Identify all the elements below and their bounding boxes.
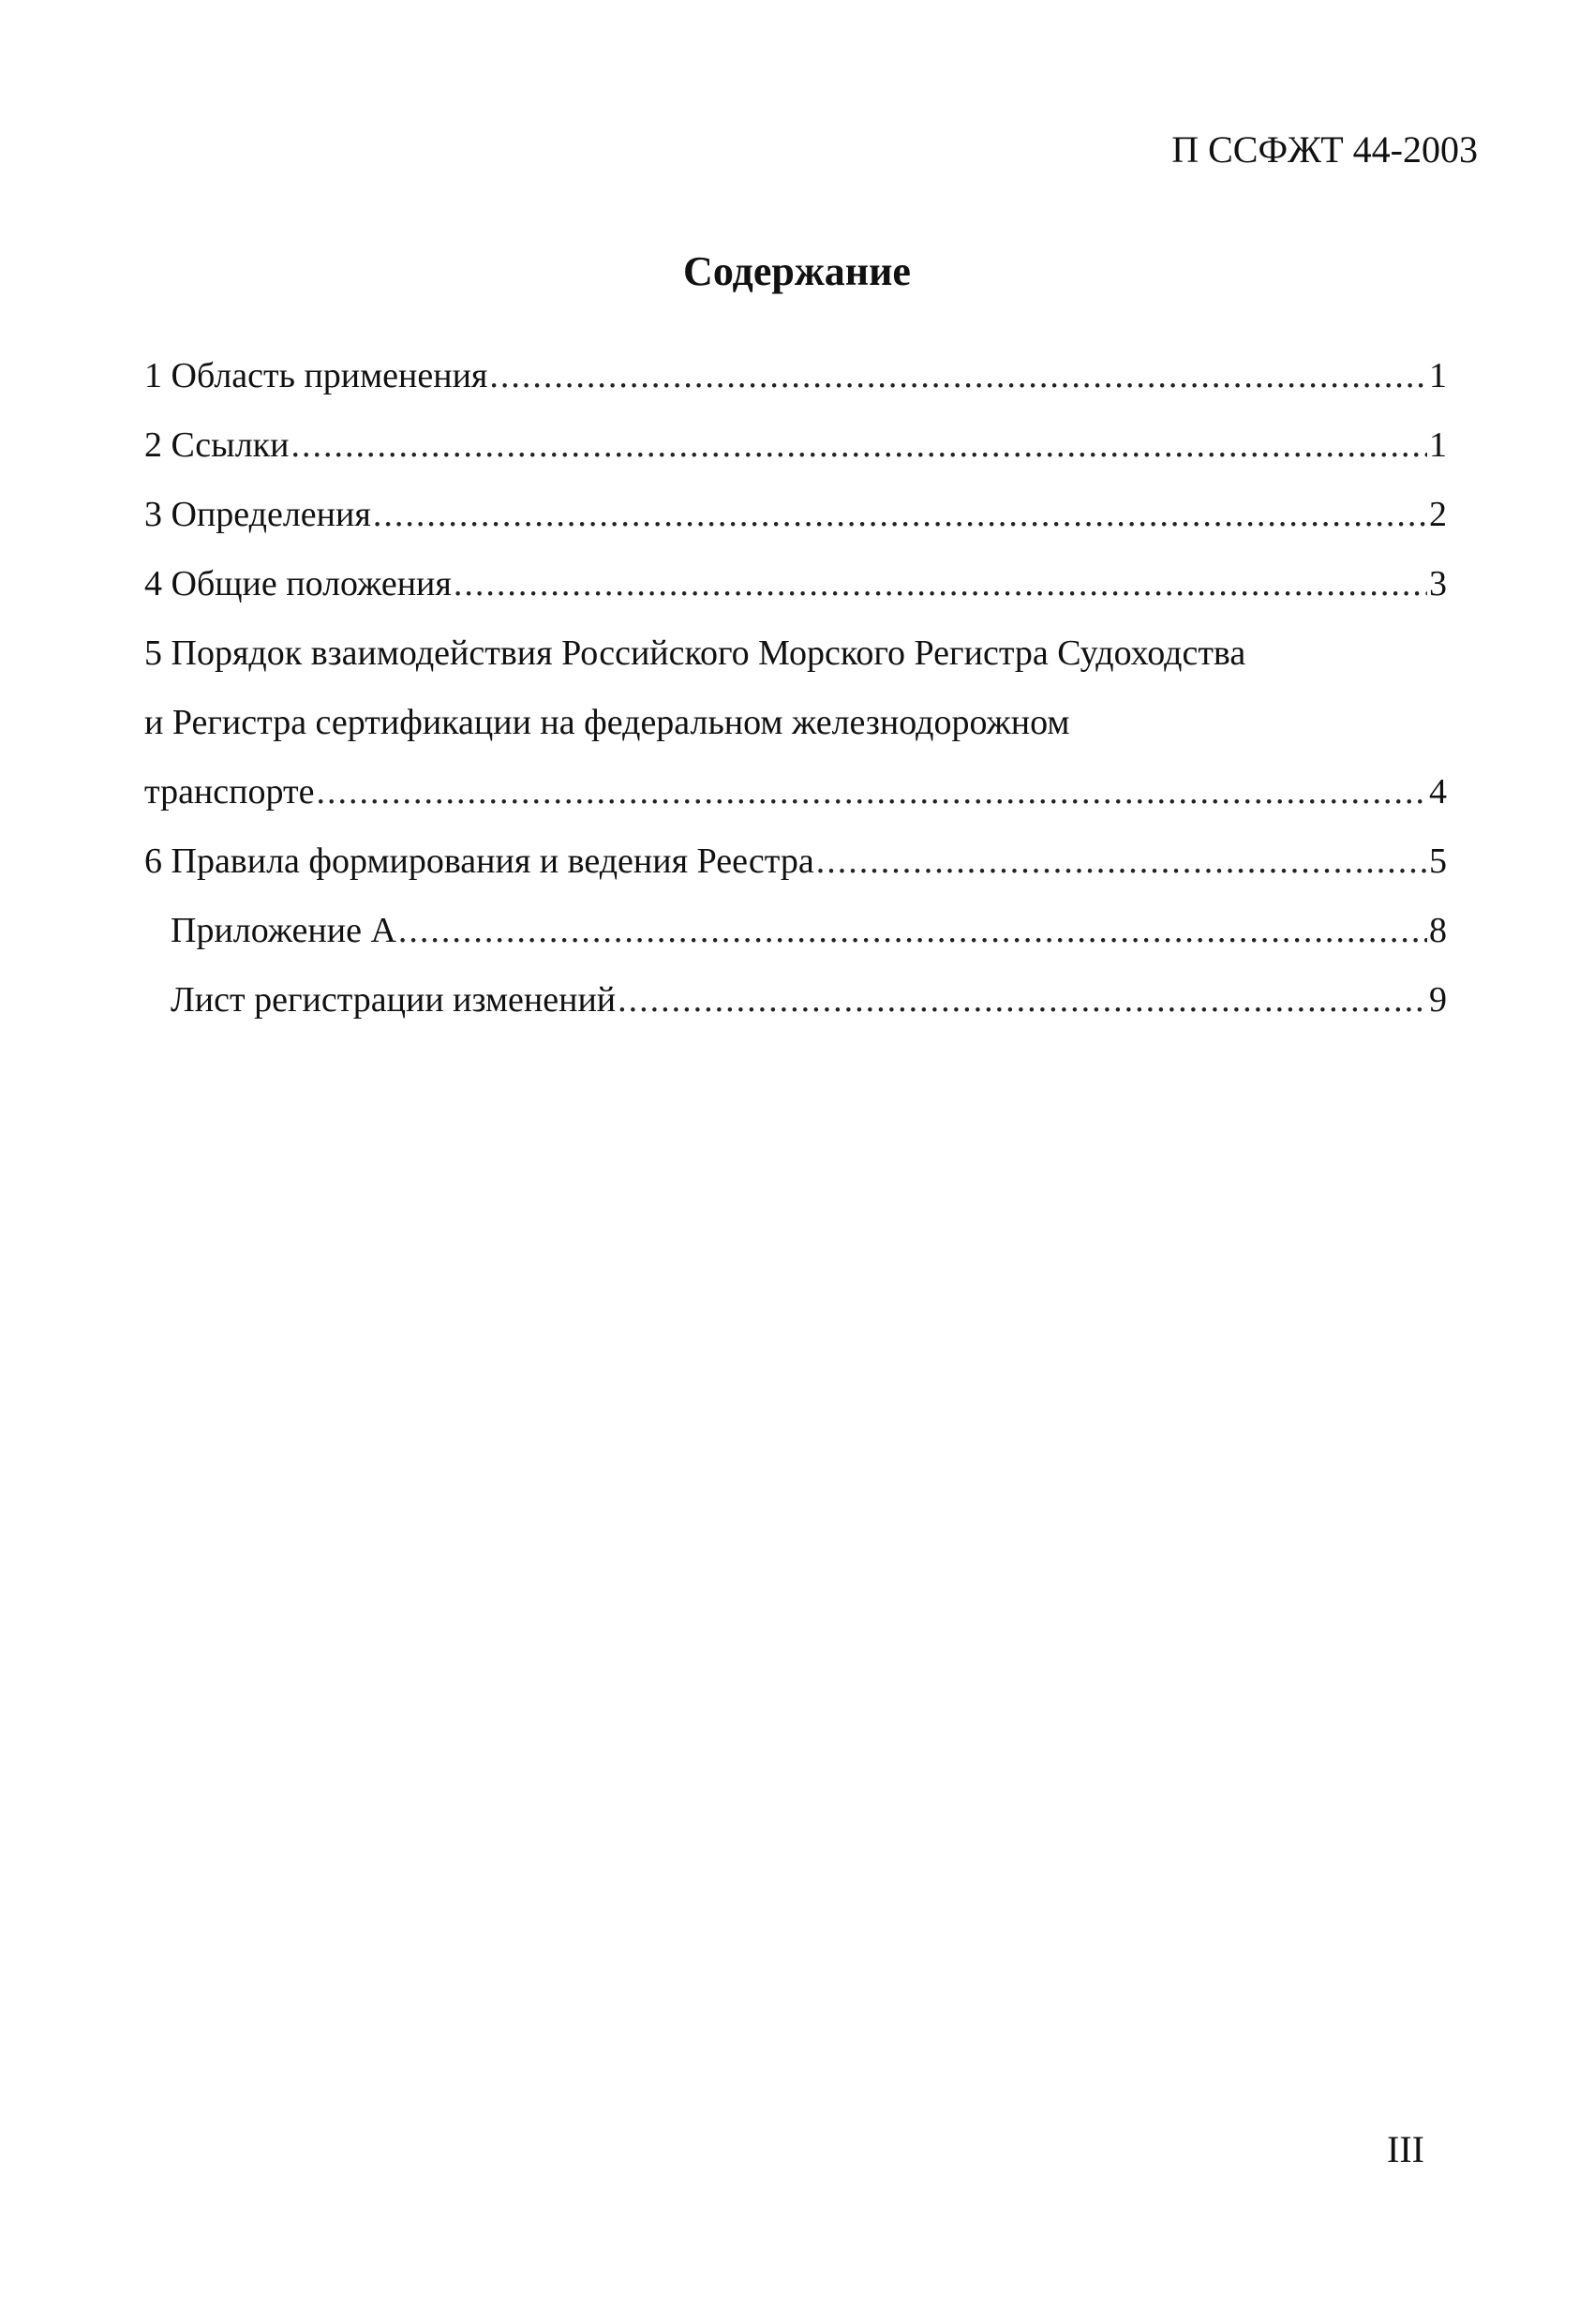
toc-entry-label: 6 Правила формирования и ведения Реестра [144, 842, 814, 881]
dot-leader [398, 896, 1427, 965]
document-code: П ССФЖТ 44-2003 [1171, 128, 1478, 171]
dot-leader [816, 827, 1427, 896]
toc-entry-page: 2 [1429, 495, 1447, 534]
toc-entry [171, 896, 1447, 965]
toc-entry-page: 5 [1429, 842, 1447, 881]
toc-entry-label: транспорте [144, 772, 315, 812]
toc-entry-page: 4 [1429, 772, 1447, 812]
toc-entry-page: 3 [1429, 564, 1447, 603]
toc-entry-label-line: 5 Порядок взаимодействия Российского Морского Регистра Судоходства [144, 633, 1246, 673]
toc-entry-page: 8 [1429, 911, 1447, 950]
dot-leader [290, 410, 1427, 480]
toc-entry [144, 480, 1447, 549]
toc-entry [144, 757, 1447, 827]
toc-entry-label: 2 Ссылки [144, 425, 290, 465]
toc-entry-page: 1 [1429, 425, 1447, 465]
dot-leader [373, 480, 1427, 549]
toc-entry-page: 1 [1429, 356, 1447, 395]
dot-leader [316, 757, 1427, 827]
toc-entry-page: 9 [1429, 980, 1447, 1020]
toc-entry-label: 3 Определения [144, 495, 371, 534]
dot-leader [454, 549, 1427, 618]
toc-entry [144, 410, 1447, 480]
toc-entry [171, 965, 1447, 1035]
toc-entry-label-line: и Регистра сертификации на федеральном железнодорожном [144, 703, 1070, 742]
toc-entry-label: 1 Область применения [144, 356, 488, 395]
dot-leader [489, 341, 1427, 410]
toc-entry-label: 4 Общие положения [144, 564, 452, 603]
dot-leader [618, 965, 1427, 1035]
toc-title: Содержание [683, 248, 911, 294]
toc-entry [144, 341, 1447, 410]
toc-entry [144, 549, 1447, 618]
toc-entry-label: Приложение А [171, 911, 396, 950]
toc-entry [144, 827, 1447, 896]
toc-entry-label: Лист регистрации изменений [171, 980, 617, 1020]
page-number: III [1387, 2128, 1424, 2170]
